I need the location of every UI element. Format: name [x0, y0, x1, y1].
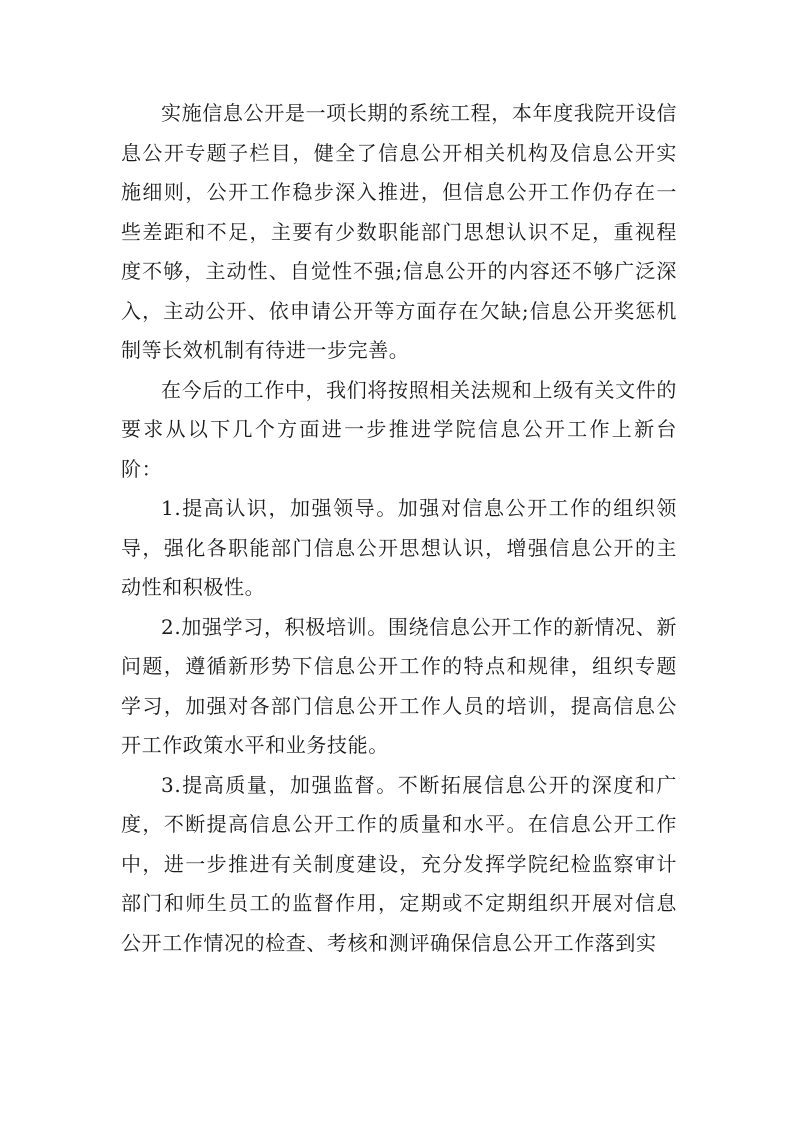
paragraph-item-1: 1.提高认识，加强领导。加强对信息公开工作的组织领导，强化各职能部门信息公开思想认识，增强信息公开的主动性和积极性。: [121, 496, 677, 599]
document-body: [121, 94, 677, 963]
paragraph-future-work-intro: 在今后的工作中，我们将按照相关法规和上级有关文件的要求从以下几个方面进一步推进学院信息公开工作上新台阶：: [121, 377, 677, 481]
paragraph-item-2: 2.加强学习，积极培训。围绕信息公开工作的新情况、新问题，遵循新形势下信息公开工作的特点和规律，组织专题学习，加强对各部门信息公开工作人员的培训，提高信息公开工作政策水平和业务技能。: [121, 614, 677, 757]
paragraph-item-3: 3.提高质量，加强监督。不断拓展信息公开的深度和广度，不断提高信息公开工作的质量和水平。在信息公开工作中，进一步推进有关制度建设，充分发挥学院纪检监察审计部门和师生员工的监督作用，定期或不定期组织开展对信息公开工作情况的检查、考核和测评确保信息公开工作落到实: [121, 772, 677, 955]
paragraph-shortcomings: 实施信息公开是一项长期的系统工程，本年度我院开设信息公开专题子栏目，健全了信息公开相关机构及信息公开实施细则，公开工作稳步深入推进，但信息公开工作仍存在一些差距和不足，主要有少数职能部门思想认识不足，重视程度不够，主动性、自觉性不强;信息公开的内容还不够广泛深入，主动公开、依申请公开等方面存在欠缺;信息公开奖惩机制等长效机制有待进一步完善。: [121, 101, 677, 362]
